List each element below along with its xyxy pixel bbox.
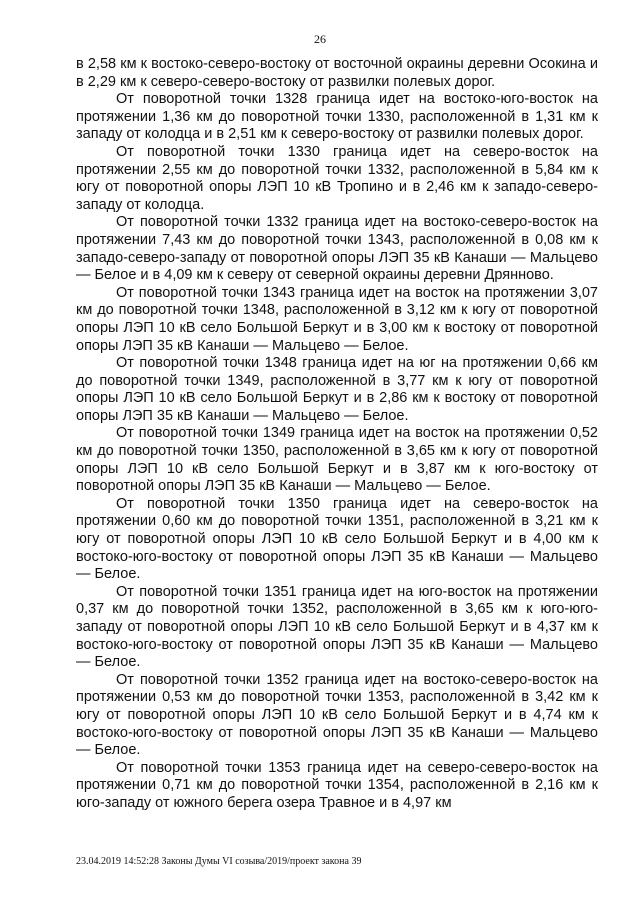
- paragraph-point-1352: От поворотной точки 1352 граница идет на востоко-северо-восток на протяжении 0,53 км до поворотной точки 1353, расположенной в 3,42 км к югу от поворотной опоры ЛЭП 10 кВ село Большой Беркут и в 4,74 км к востоко-юго-востоку от поворотной опоры ЛЭП 35 кВ Канаши — Мальцево — Белое.: [76, 671, 598, 759]
- paragraph-point-1330: От поворотной точки 1330 граница идет на северо-восток на протяжении 2,55 км до поворотной точки 1332, расположенной в 5,84 км к югу от поворотной опоры ЛЭП 10 кВ Тропино и в 2,46 км к западо-северо-западу от колодца.: [76, 143, 598, 213]
- page-number: 26: [314, 32, 326, 46]
- document-footer: 23.04.2019 14:52:28 Законы Думы VI созыва/2019/проект закона 39: [76, 856, 362, 867]
- paragraph-point-1343: От поворотной точки 1343 граница идет на восток на протяжении 3,07 км до поворотной точки 1348, расположенной в 3,12 км к югу от поворотной опоры ЛЭП 10 кВ село Большой Беркут и в 3,00 км к востоку от поворотной опоры ЛЭП 35 кВ Канаши — Мальцево — Белое.: [76, 284, 598, 354]
- paragraph-point-1348: От поворотной точки 1348 граница идет на юг на протяжении 0,66 км до поворотной точки 1349, расположенной в 3,77 км к югу от поворотной опоры ЛЭП 10 кВ село Большой Беркут и в 2,86 км к востоку от поворотной опоры ЛЭП 35 кВ Канаши — Мальцево — Белое.: [76, 355, 598, 424]
- paragraph-point-1349: От поворотной точки 1349 граница идет на восток на протяжении 0,52 км до поворотной точки 1350, расположенной в 3,65 км к югу от поворотной опоры ЛЭП 10 кВ село Большой Беркут и в 3,87 км к юго-востоку от поворотной опоры ЛЭП 35 кВ Канаши — Мальцево — Белое.: [76, 425, 598, 495]
- document-body: [76, 56, 598, 813]
- paragraph-point-1351: От поворотной точки 1351 граница идет на юго-восток на протяжении 0,37 км до поворотной точки 1352, расположенной в 3,65 км к юго-юго-западу от поворотной опоры ЛЭП 10 кВ село Большой Беркут и в 4,37 км к востоко-юго-востоку от поворотной опоры ЛЭП 35 кВ Канаши — Мальцево — Белое.: [76, 583, 598, 671]
- paragraph-continuation: в 2,58 км к востоко-северо-востоку от восточной окраины деревни Осокина и в 2,29 км к северо-северо-востоку от развилки полевых дорог.: [76, 56, 598, 90]
- paragraph-point-1328: От поворотной точки 1328 граница идет на востоко-юго-восток на протяжении 1,36 км до поворотной точки 1330, расположенной в 1,31 км к западу от колодца и в 2,51 км к северо-востоку от развилки полевых дорог.: [76, 91, 598, 143]
- paragraph-point-1353: От поворотной точки 1353 граница идет на северо-северо-восток на протяжении 0,71 км до поворотной точки 1354, расположенной в 2,16 км к юго-западу от южного берега озера Травное и в 4,97 км: [76, 759, 598, 811]
- paragraph-point-1332: От поворотной точки 1332 граница идет на востоко-северо-восток на протяжении 7,43 км до поворотной точки 1343, расположенной в 0,08 км к западо-северо-западу от поворотной опоры ЛЭП 35 кВ Канаши — Мальцево — Белое и в 4,09 км к северу от северной окраины деревни Дрянново.: [76, 214, 598, 284]
- paragraph-point-1350: От поворотной точки 1350 граница идет на северо-восток на протяжении 0,60 км до поворотной точки 1351, расположенной в 3,21 км к югу от поворотной опоры ЛЭП 10 кВ село Большой Беркут и в 4,00 км к востоко-юго-востоку от поворотной опоры ЛЭП 35 кВ Канаши — Мальцево — Белое.: [76, 495, 598, 583]
